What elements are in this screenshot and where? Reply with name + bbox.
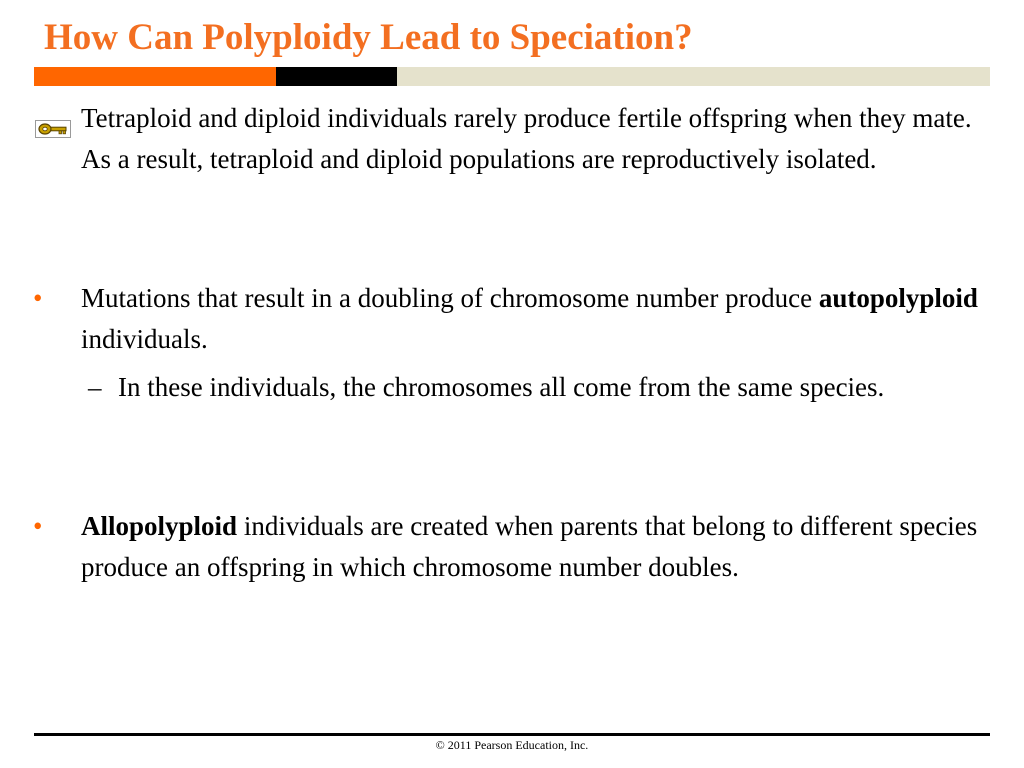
sub-bullet-text: In these individuals, the chromosomes all come from the same species.: [118, 372, 885, 402]
sub-bullet-item: [88, 367, 996, 408]
bullet-item-tetraploid: [81, 98, 996, 180]
bar-segment-black: [276, 67, 397, 86]
sub-bullet-marker: –: [88, 372, 102, 402]
key-icon: [35, 109, 71, 127]
bullet-item-autopolyploid: [33, 278, 996, 360]
bar-segment-beige: [397, 67, 990, 86]
bullet-marker: •: [33, 283, 43, 313]
bullet-text: [81, 278, 996, 360]
bullet-text: Tetraploid and diploid individuals rarely produce fertile offspring when they mate. As a result, tetraploid and diploid populations are reproductively isolated.: [81, 103, 972, 174]
bar-segment-orange: [34, 67, 276, 86]
bullet-text: [81, 506, 996, 588]
footer-copyright: © 2011 Pearson Education, Inc.: [435, 738, 589, 752]
title-underline-bar: [34, 67, 990, 86]
bullet-text-before: Mutations that result in a doubling of chromosome number produce: [81, 283, 819, 313]
bullet-marker: •: [33, 511, 43, 541]
term-allopolyploid: Allopolyploid: [81, 511, 238, 541]
bullet-text-after: individuals.: [81, 324, 208, 354]
bullet-text-after: individuals are created when parents that belong to different species produce an offspring in which chromosome number doubles.: [81, 511, 978, 582]
footer-divider: [34, 733, 990, 736]
term-autopolyploid: autopolyploid: [818, 283, 978, 313]
slide-title: How Can Polyploidy Lead to Speciation?: [44, 17, 693, 58]
bullet-item-allopolyploid: [33, 506, 996, 588]
